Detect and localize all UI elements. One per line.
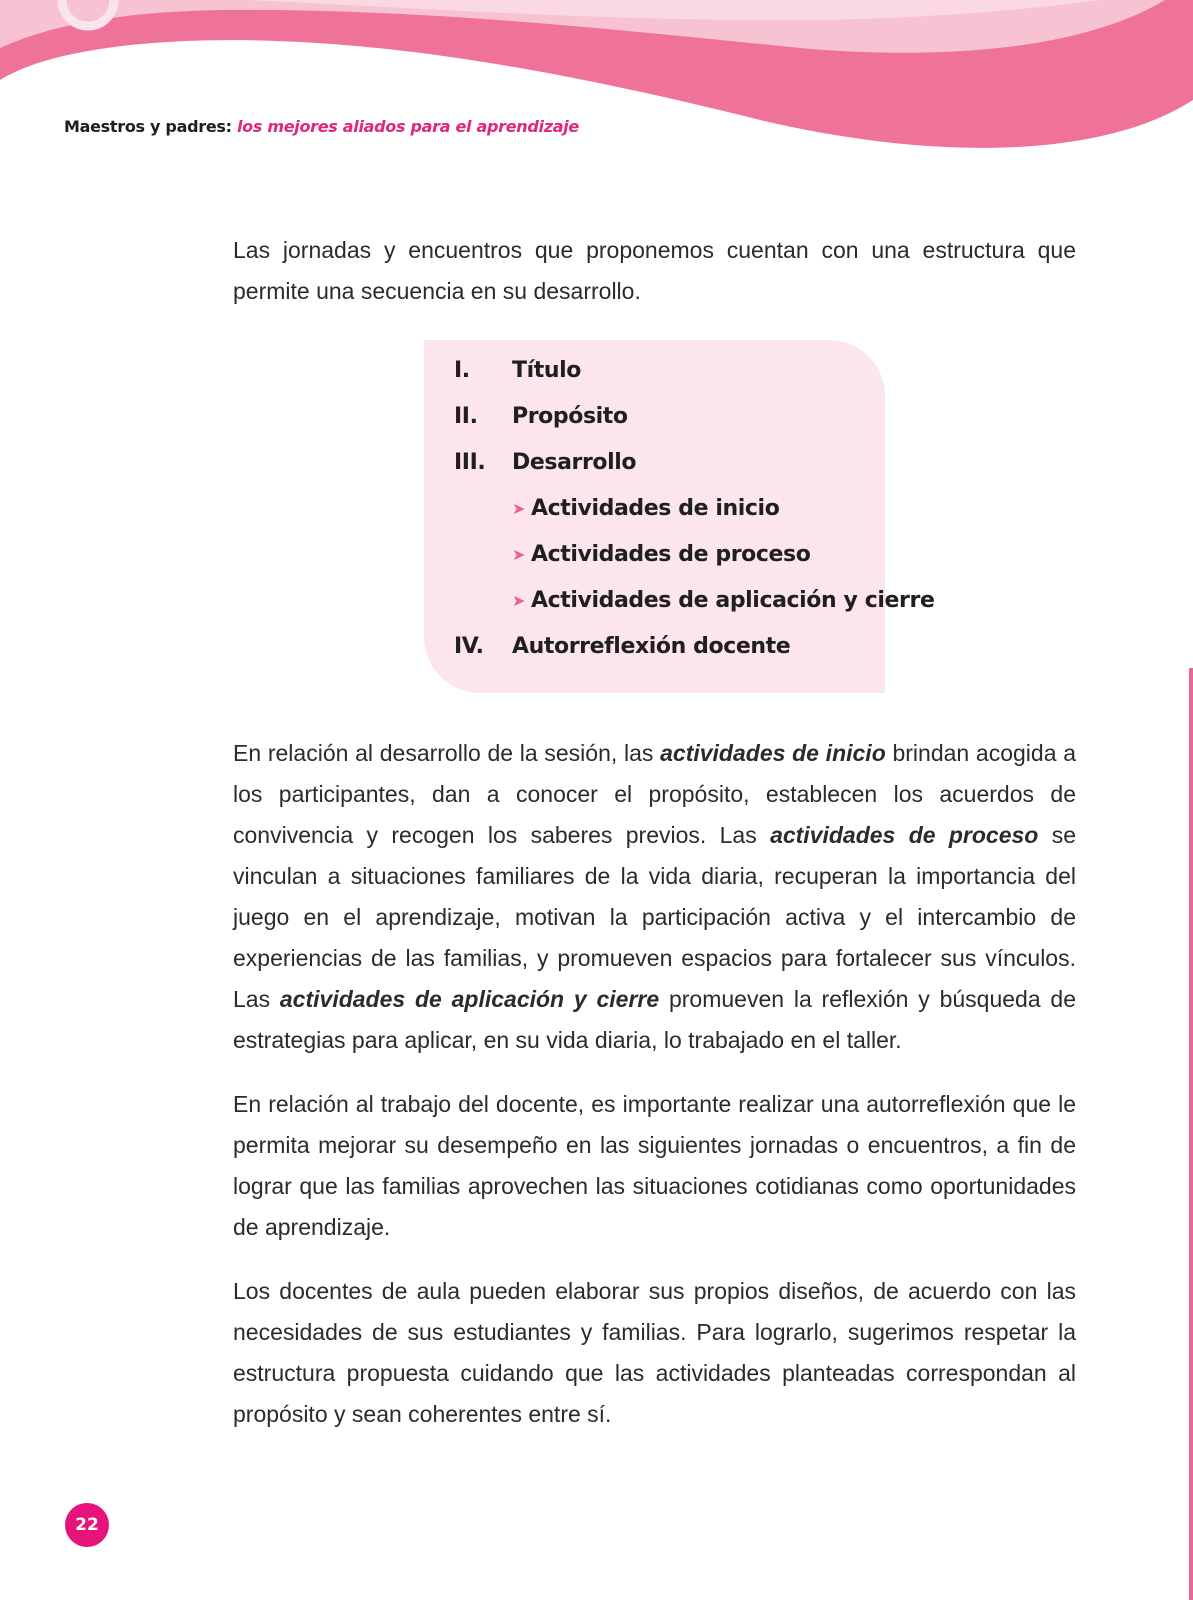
text-run: En relación al desarrollo de la sesión, las [233, 740, 661, 766]
running-head-subtitle: los mejores aliados para el aprendizaje [236, 117, 579, 136]
outline-numeral: IV. [454, 634, 484, 659]
outline-item-proposito [454, 404, 628, 429]
emphasis-actividades-aplicacion: actividades de aplicación y cierre [279, 986, 660, 1012]
arrow-right-icon: ➤ [512, 545, 526, 564]
outline-subitem-aplicacion-cierre [512, 588, 934, 613]
classroom-paragraph: Los docentes de aula pueden elaborar sus propios diseños, de acuerdo con las necesidades de sus estudiantes y familias. Para lograrlo, sugerimos respetar la estructura propuesta cuidando que las actividades planteadas correspondan al propósito y sean coherentes entre sí. [233, 1278, 1076, 1427]
outline-numeral: III. [454, 450, 486, 475]
outline-label: Actividades de aplicación y cierre [531, 588, 935, 613]
outline-item-autorreflexion [454, 634, 790, 659]
running-head [64, 117, 579, 136]
arrow-right-icon: ➤ [512, 499, 526, 518]
outline-label: Autorreflexión docente [512, 634, 791, 659]
text-run: promueven la reflexión y búsqueda de estrategias para aplicar, en su vida diaria, lo trabajado en el taller. [233, 986, 1076, 1053]
outline-label: Actividades de inicio [531, 496, 780, 521]
outline-label: Título [512, 358, 581, 383]
teacher-paragraph: En relación al trabajo del docente, es importante realizar una autorreflexión que le permita mejorar su desempeño en las siguientes jornadas o encuentros, a fin de lograr que las familias aprovechen las situaciones cotidianas como oportunidades de aprendizaje. [233, 1091, 1076, 1240]
page-number-badge: 22 [65, 1503, 109, 1547]
outline-label: Propósito [512, 404, 628, 429]
outline-item-titulo [454, 358, 581, 383]
emphasis-actividades-inicio: actividades de inicio [660, 740, 886, 766]
emphasis-actividades-proceso: actividades de proceso [770, 822, 1039, 848]
outline-subitem-proceso [512, 542, 810, 567]
text-run: se vinculan a situaciones familiares de la vida diaria, recuperan la importancia del juego en el aprendizaje, motivan la participación activa y el intercambio de experiencias de las familias, y promueven espacios para fortalecer sus vínculos. Las [233, 822, 1076, 1012]
outline-numeral: II. [454, 404, 478, 429]
header-wave-decoration [0, 0, 1193, 160]
outline-label: Desarrollo [512, 450, 637, 475]
intro-paragraph: Las jornadas y encuentros que proponemos cuentan con una estructura que permite una secuencia en su desarrollo. [233, 237, 1076, 304]
development-paragraph [233, 733, 1076, 1061]
running-head-title: Maestros y padres: [64, 117, 232, 136]
outline-subitem-inicio [512, 496, 779, 521]
page-edge-rule [1189, 668, 1193, 1600]
arrow-right-icon: ➤ [512, 591, 526, 610]
outline-item-desarrollo [454, 450, 636, 475]
outline-numeral: I. [454, 358, 470, 383]
text-run: brindan acogida a los participantes, dan a conocer el propósito, establecen los acuerdos de convivencia y recogen los saberes previos. Las [233, 740, 1076, 848]
outline-label: Actividades de proceso [531, 542, 811, 567]
